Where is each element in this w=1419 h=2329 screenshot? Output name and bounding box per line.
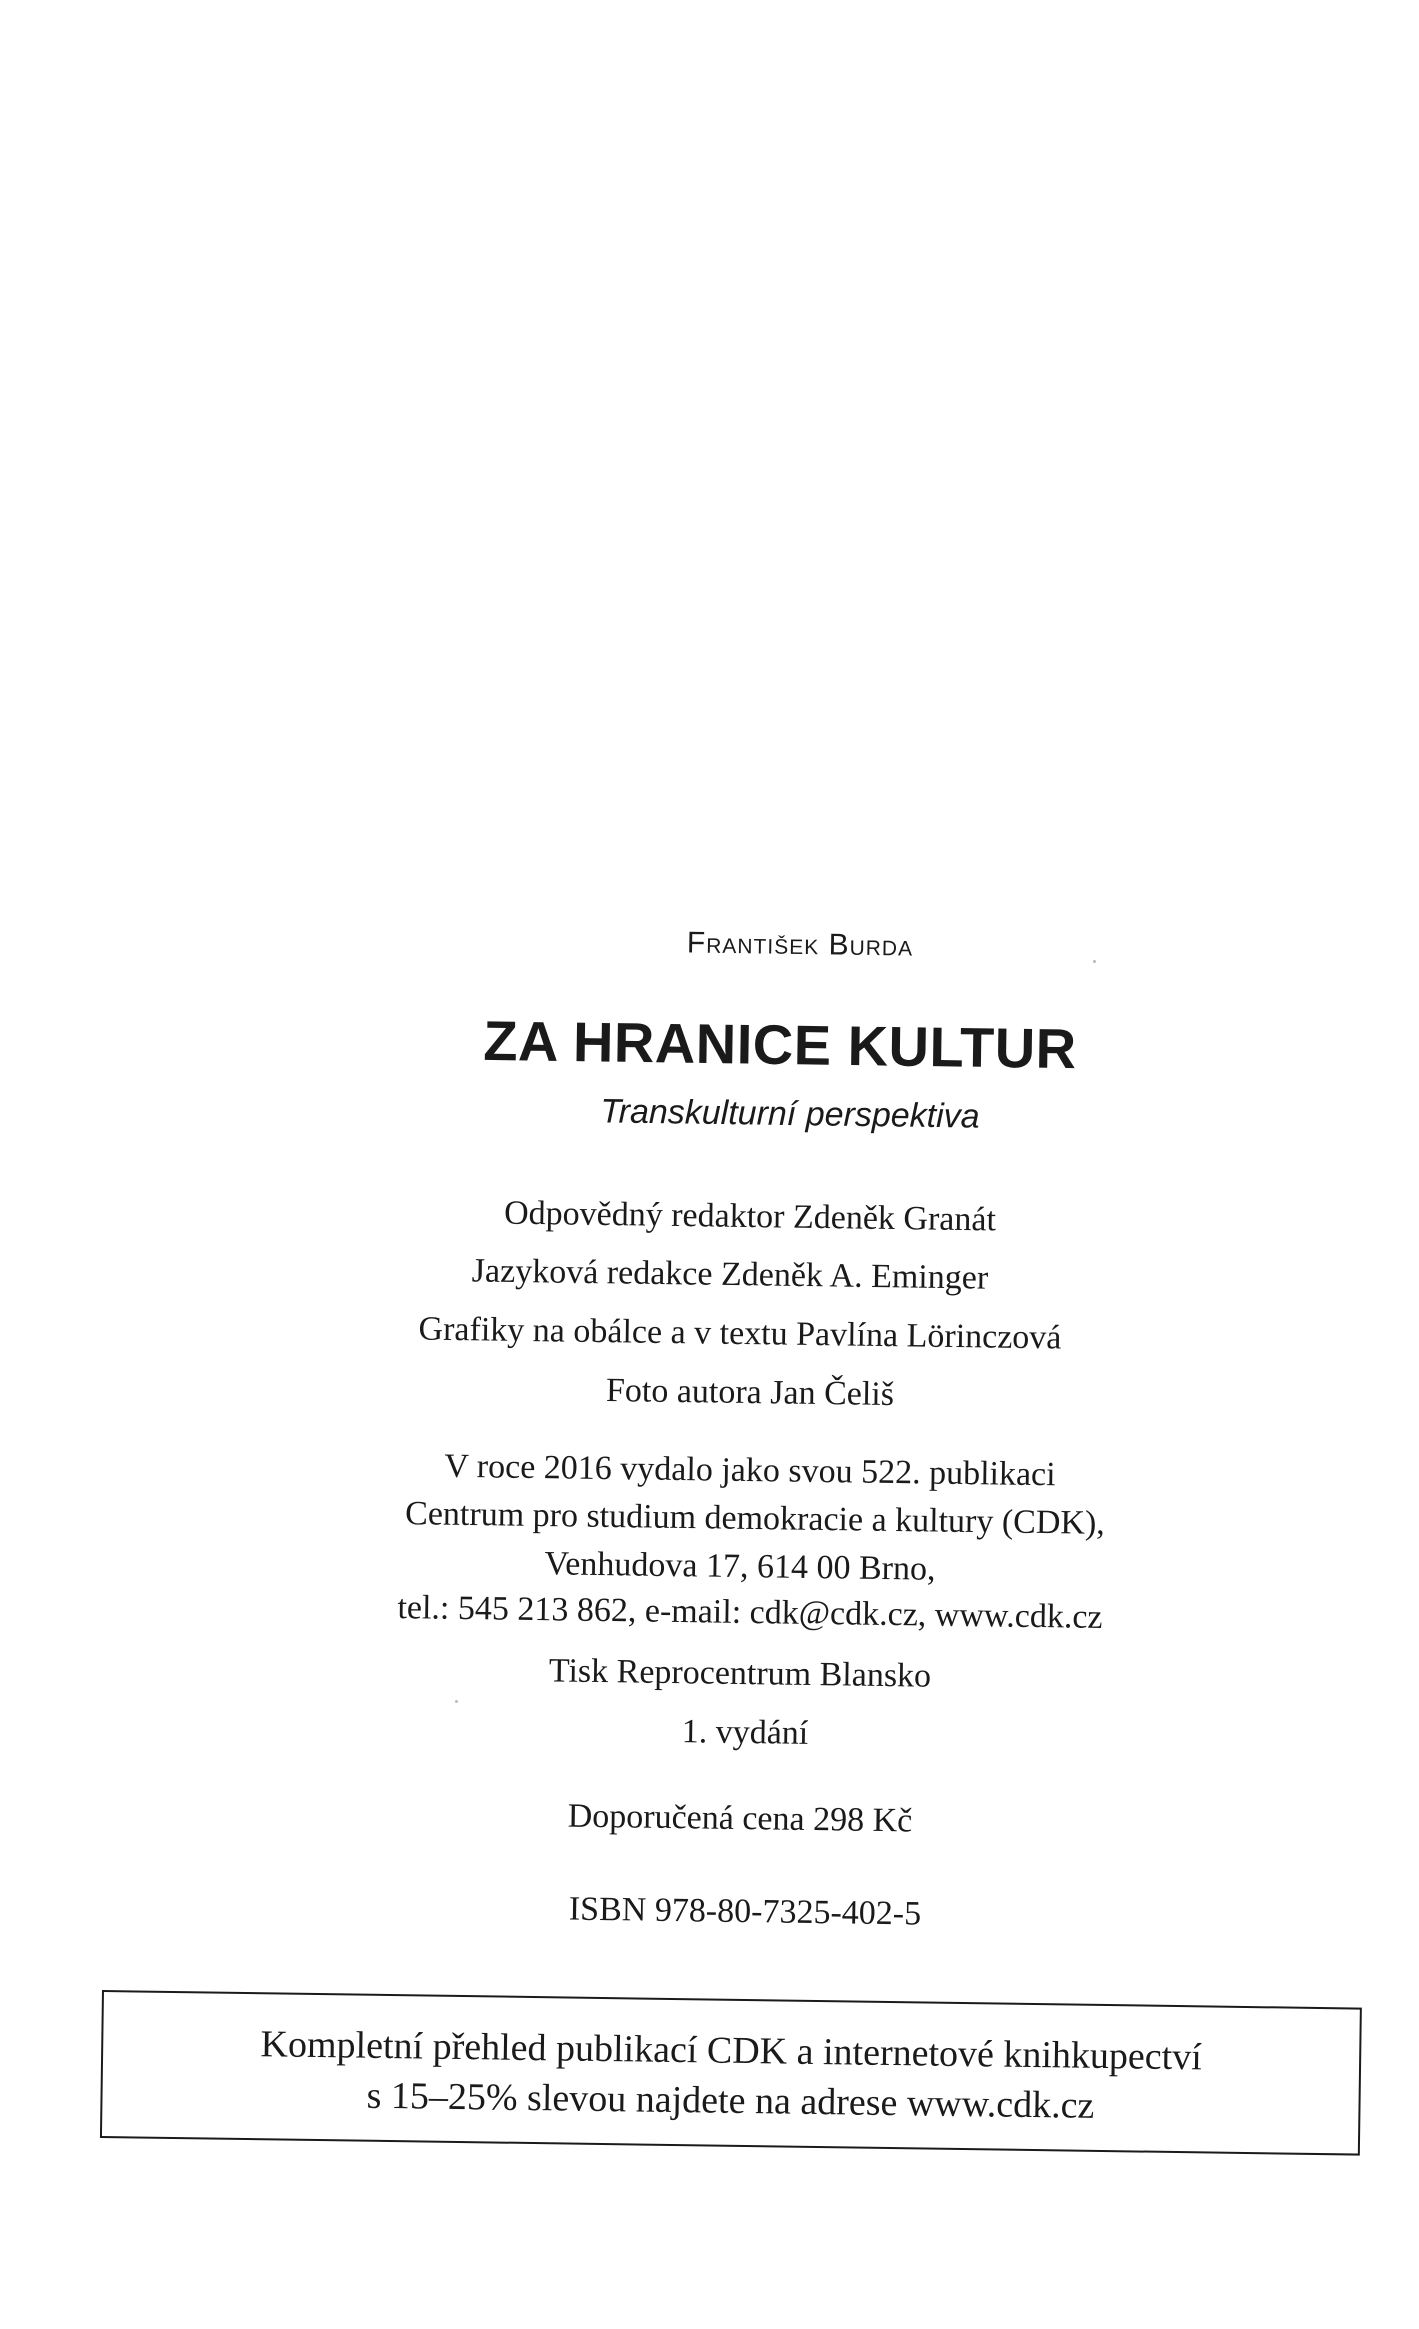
edition-line: 1. vydání: [681, 1713, 809, 1752]
book-subtitle: Transkulturní perspektiva: [600, 1092, 980, 1136]
paper-speck: [455, 1700, 458, 1703]
printer-line: Tisk Reprocentrum Blansko: [548, 1652, 932, 1695]
credit-language-editor: Jazyková redakce Zdeněk A. Eminger: [471, 1252, 989, 1297]
paper-speck: [1093, 960, 1096, 963]
notice-line-2-text: s 15–25% slevou najdete na adrese: [366, 2074, 908, 2125]
notice-line-1: Kompletní přehled publikací CDK a internetové knihkupectví: [260, 2023, 1203, 2079]
book-title: ZA HRANICE KULTUR: [482, 1008, 1078, 1081]
credit-graphics: Grafiky na obálce a v textu Pavlína Lörinczová: [418, 1310, 1062, 1357]
publisher-contact: tel.: 545 213 862, e-mail: cdk@cdk.cz, www.cdk.cz: [397, 1589, 1103, 1636]
notice-line-2: [102, 2070, 1358, 2132]
publisher-name: Centrum pro studium demokracie a kultury (CDK),: [404, 1495, 1106, 1542]
credit-photo: Foto autora Jan Čeliš: [605, 1371, 895, 1414]
publication-statement: V roce 2016 vydalo jako svou 522. publikaci: [444, 1447, 1056, 1494]
notice-url-link[interactable]: www.cdk.cz: [906, 2082, 1095, 2127]
price-line: Doporučená cena 298 Kč: [567, 1797, 913, 1840]
isbn-line: ISBN 978-80-7325-402-5: [568, 1890, 922, 1933]
credit-editor: Odpovědný redaktor Zdeněk Granát: [503, 1194, 997, 1239]
notice-box: [100, 1990, 1362, 2156]
publisher-address: Venhudova 17, 614 00 Brno,: [544, 1545, 936, 1588]
author-name: František Burda: [686, 926, 914, 963]
